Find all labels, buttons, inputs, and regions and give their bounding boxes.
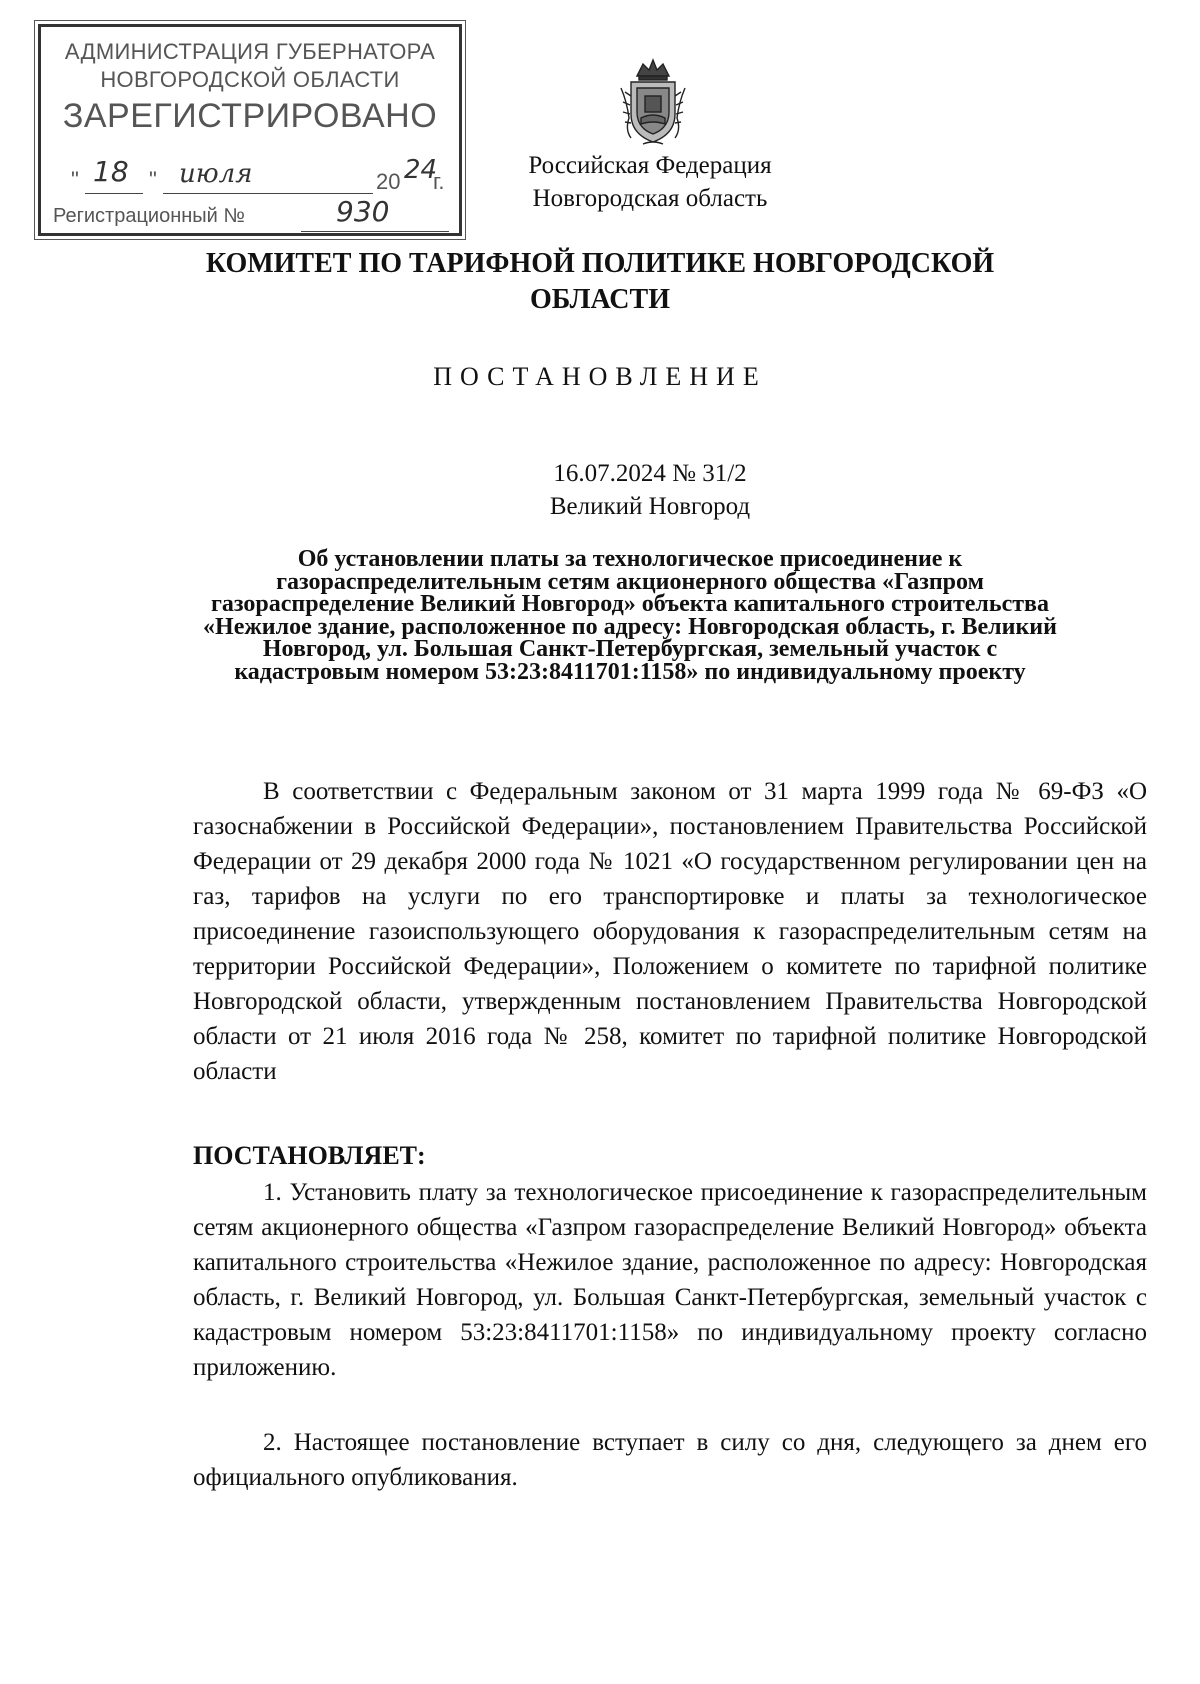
stamp-year-prefix: 20 (376, 169, 401, 194)
resolves-heading: ПОСТАНОВЛЯЕТ: (193, 1141, 426, 1170)
resolution-item-1: 1. Установить плату за технологическое присоединение к газораспределительным сетям акционерного общества «Газпром газораспределение Великий Новгород» объекта капитального строительства «Нежилое здание, расположенное по адресу: Новгородская область, г. Великий Новгород, ул. Большая Санкт-Петербургская, земельный участок с кадастровым номером 53:23:8411701:1158» по индивидуальному проекту согласно приложению. (193, 1179, 1147, 1381)
preamble-paragraph: В соответствии с Федеральным законом от 31 марта 1999 года № 69-ФЗ «О газоснабжении в Российской Федерации», постановлением Правительства Российской Федерации от 29 декабря 2000 года № 1021 «О государственном регулировании цен на газ, тарифов на услуги по его транспортировке и платы за технологическое присоединение газоиспользующего оборудования к газораспределительным сетям на территории Российской Федерации», Положением о комитете по тарифной политике Новгородской области, утвержденным постановлением Правительства Новгородской области от 21 июля 2016 года № 258, комитет по тарифной политике Новгородской области (193, 778, 1147, 1085)
document-city: Великий Новгород (549, 493, 751, 520)
document-title: Об установлении платы за технологическое присоединение к газораспределительным сетям акционерного общества «Газпром газораспределение Великий Новгород» объекта капитального строительства «Нежилое здание, расположенное по адресу: Новгородская область, г. Великий Новгород, ул. Большая Санкт-Петербургская, земельный участок с кадастровым номером 53:23:8411701:1158» по индивидуальному проекту (203, 546, 1057, 685)
header-country: Российская Федерация (528, 152, 772, 179)
stamp-reg-number-handwritten: 930 (336, 195, 390, 228)
document-type: ПОСТАНОВЛЕНИЕ (433, 362, 767, 391)
stamp-day-blank (85, 193, 143, 194)
stamp-year-letter: г. (433, 169, 445, 194)
document-date-number: 16.07.2024 № 31/2 (553, 460, 747, 487)
stamp-month-handwritten: июля (179, 159, 253, 189)
registration-stamp (38, 24, 462, 236)
stamp-quote-open: " (71, 167, 79, 192)
stamp-quote-close: " (149, 167, 157, 192)
stamp-reg-number-label: Регистрационный № (53, 205, 245, 227)
stamp-registered-label: ЗАРЕГИСТРИРОВАНО (62, 97, 438, 135)
stamp-month-blank (163, 193, 373, 194)
coat-of-arms-icon (617, 52, 689, 148)
stamp-org-line2: НОВГОРОДСКОЙ ОБЛАСТИ (100, 67, 400, 92)
resolution-item-2: 2. Настоящее постановление вступает в силу со дня, следующего за днем его официального опубликования. (193, 1429, 1147, 1491)
stamp-reg-number-blank (301, 231, 449, 232)
committee-name: КОМИТЕТ ПО ТАРИФНОЙ ПОЛИТИКЕ НОВГОРОДСКОЙ ОБЛАСТИ (205, 248, 995, 315)
stamp-org-line1: АДМИНИСТРАЦИЯ ГУБЕРНАТОРА (64, 39, 436, 64)
stamp-date-line (71, 155, 445, 195)
stamp-day-handwritten: 18 (93, 155, 129, 188)
stamp-year-handwritten: 24 (404, 155, 438, 185)
header-region: Новгородская область (532, 185, 768, 212)
